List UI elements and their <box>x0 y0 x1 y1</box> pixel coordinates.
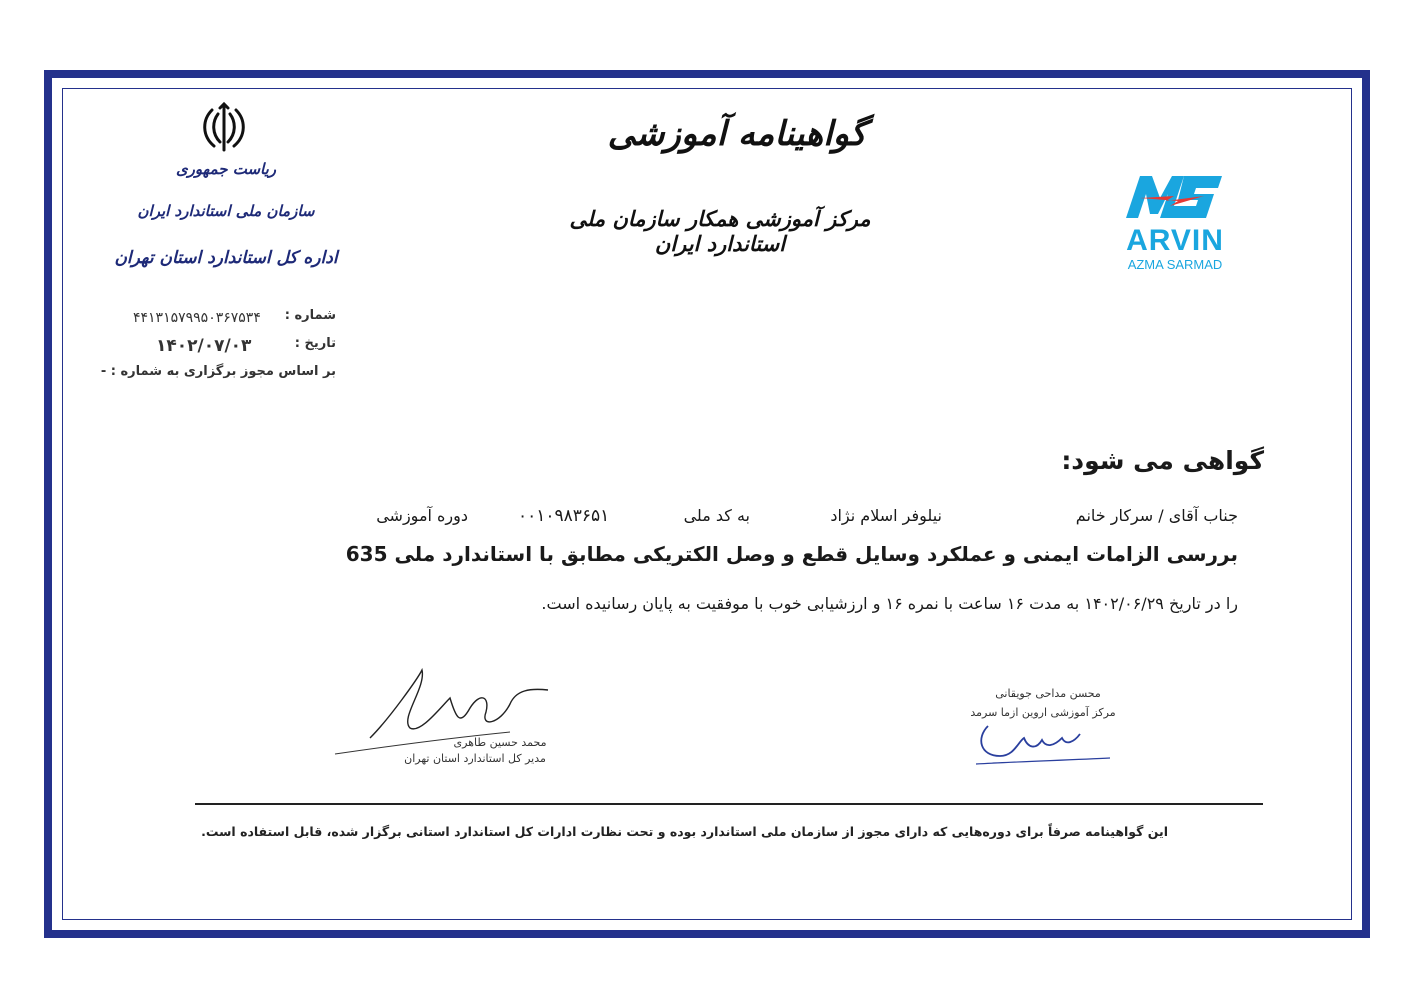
presidency-line: ریاست جمهوری <box>175 160 277 178</box>
national-id-label: به کد ملی <box>683 506 750 525</box>
right-signature-icon <box>970 716 1120 772</box>
certify-heading: گواهی می شود: <box>1061 446 1264 475</box>
left-signer-name: محمد حسین طاهری <box>453 736 547 749</box>
permit-label: بر اساس مجوز برگزاری به شماره : - <box>100 364 336 379</box>
date-label: تاریخ : <box>294 336 336 351</box>
course-label: دوره آموزشی <box>376 506 468 525</box>
right-signer-name: محسن مداحی جویقانی <box>995 687 1101 700</box>
course-title: بررسی الزامات ایمنی و عملکرد وسایل قطع و وصل الکتریکی مطابق با استاندارد ملی 635 <box>345 542 1238 566</box>
footer-divider <box>195 803 1263 805</box>
left-signer-role: مدیر کل استاندارد استان تهران <box>404 752 546 765</box>
right-signer-role: مرکز آموزشی اروین ازما سرمد <box>970 706 1116 719</box>
iran-emblem-icon <box>196 100 252 156</box>
salutation: جناب آقای / سرکار خانم <box>1075 506 1238 525</box>
holder-name: نیلوفر اسلام نژاد <box>830 506 942 525</box>
national-id-value: ۰۰۱۰۹۸۳۶۵۱ <box>518 506 610 526</box>
number-label: شماره : <box>284 308 336 323</box>
date-value: ۱۴۰۲/۰۷/۰۳ <box>156 336 252 356</box>
training-center-subtitle: مرکز آموزشی همکار سازمان ملی استاندارد ایران <box>569 206 871 256</box>
footer-note: این گواهینامه صرفاً برای دوره‌هایی که دارای مجوز از سازمان ملی استاندارد بوده و تحت نظارت ادارات کل استاندارد استانی برگزار شده، قابل استفاده است. <box>201 824 1168 839</box>
arvin-logo-icon <box>1118 168 1230 226</box>
completion-statement: را در تاریخ ۱۴۰۲/۰۶/۲۹ به مدت ۱۶ ساعت با نمره ۱۶ و ارزشیابی خوب با موفقیت به پایان رسانیده است. <box>541 594 1238 613</box>
certificate-title: گواهینامه آموزشی <box>607 114 867 154</box>
logo-tagline: AZMA SARMAD <box>1127 257 1223 272</box>
province-office-line: اداره کل استاندارد استان تهران <box>114 248 338 268</box>
number-value: ۴۴۱۳۱۵۷۹۹۵۰۳۶۷۵۳۴ <box>133 310 261 326</box>
logo-brand-text: ARVIN <box>1126 224 1224 257</box>
organization-line: سازمان ملی استاندارد ایران <box>137 202 315 220</box>
